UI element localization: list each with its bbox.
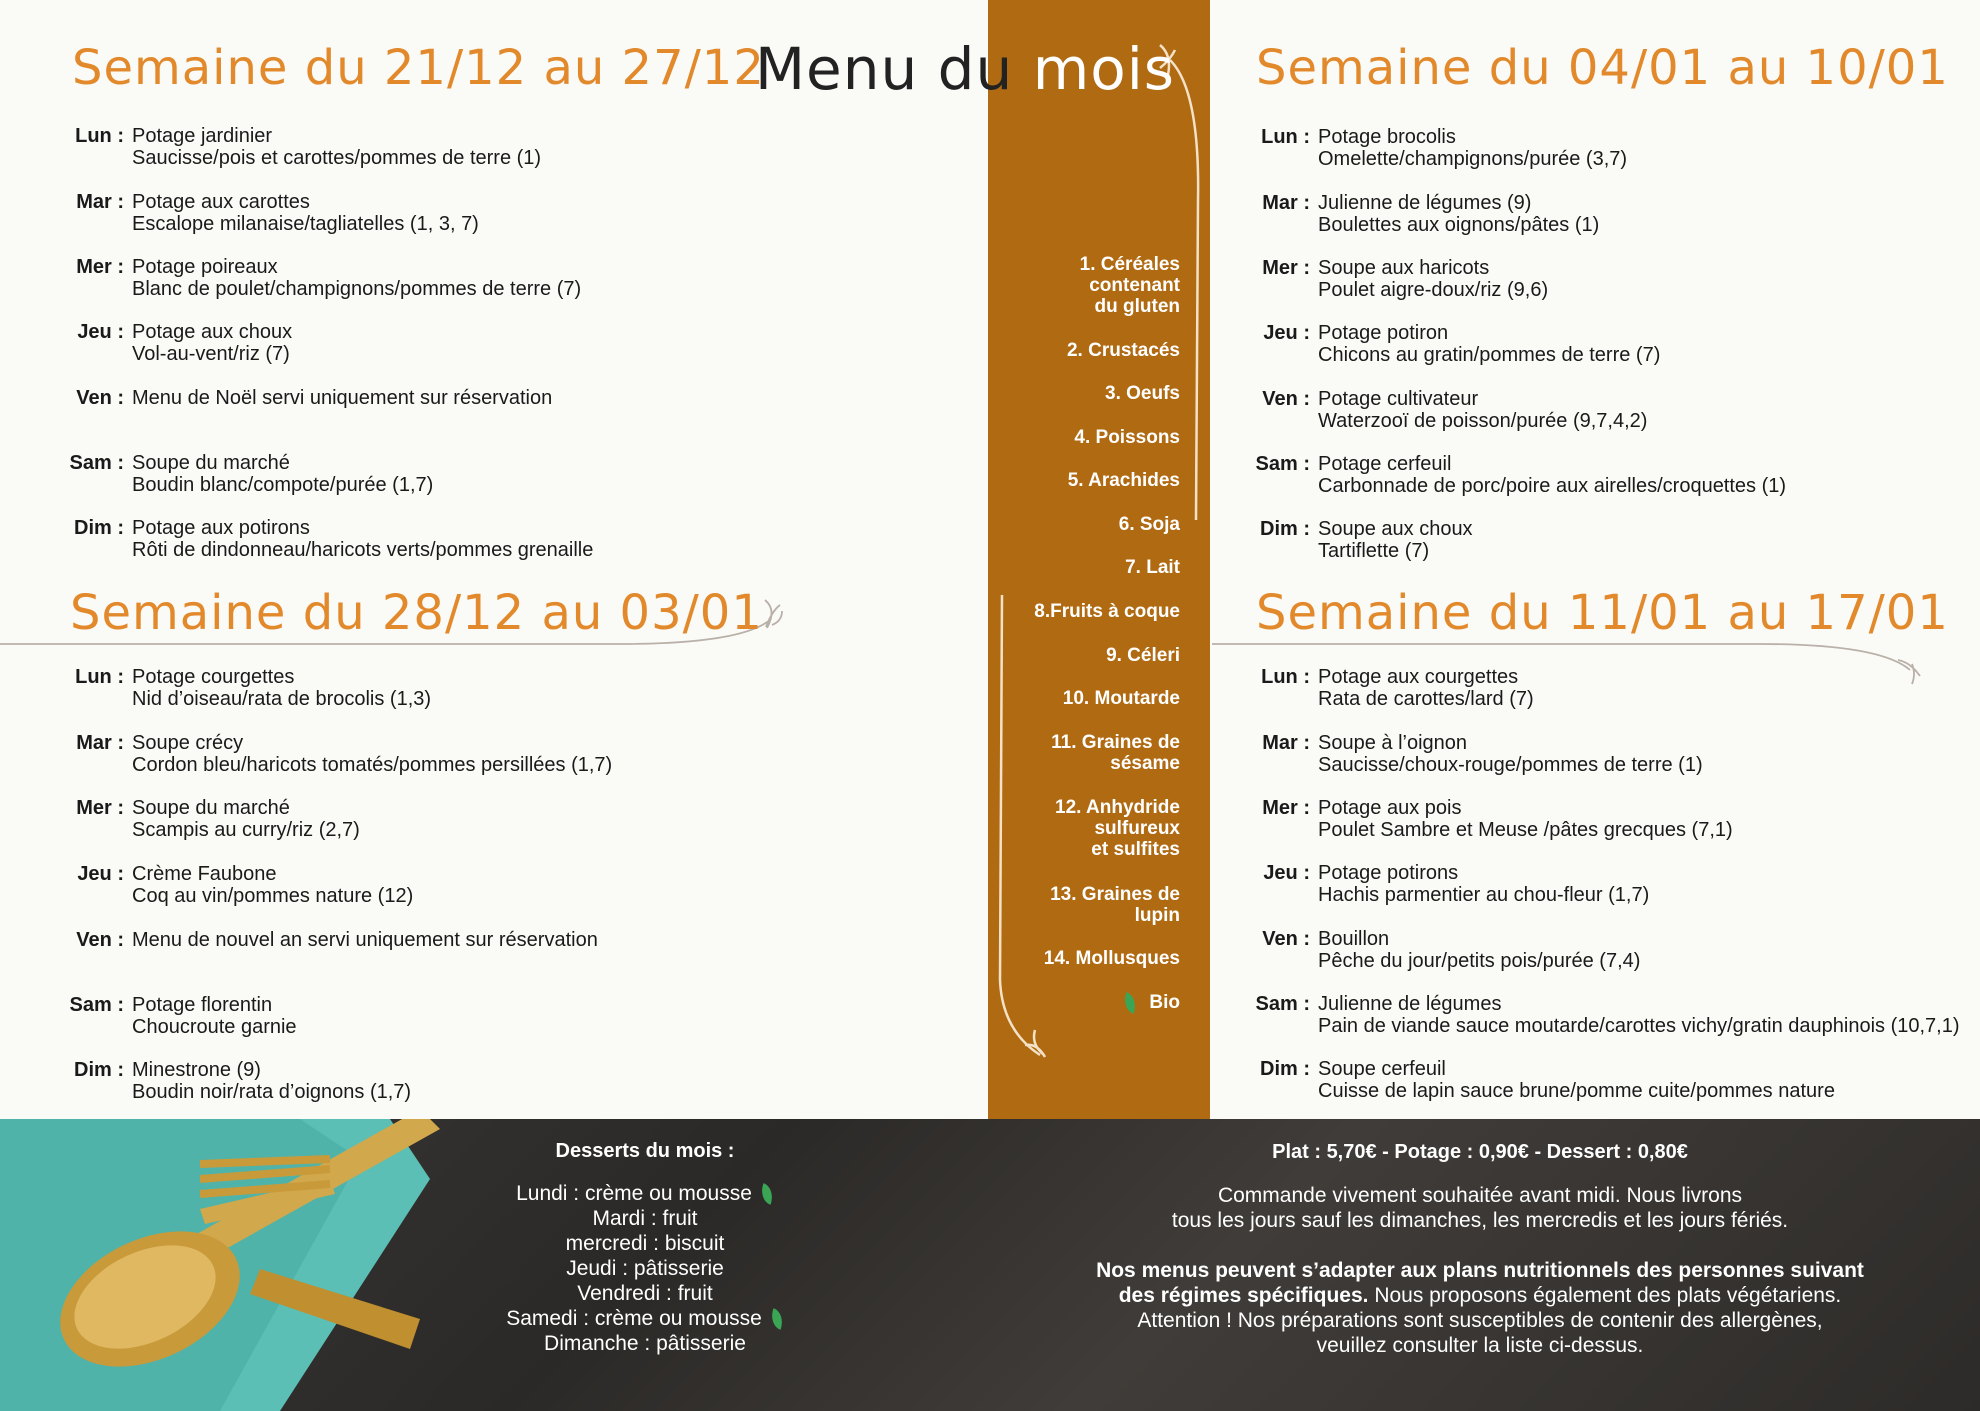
day-main: Boudin blanc/compote/purée (1,7) bbox=[132, 474, 434, 496]
day-soup: Soupe aux choux bbox=[1318, 518, 1473, 540]
day-soup: Soupe du marché bbox=[132, 452, 290, 474]
diet-bold-2: des régimes spécifiques. bbox=[1118, 1284, 1369, 1307]
cutlery-illustration bbox=[0, 1119, 500, 1411]
day-text bbox=[1310, 928, 1640, 972]
diet-line-2 bbox=[1040, 1283, 1920, 1308]
day-soup: Soupe du marché bbox=[132, 797, 290, 819]
desserts-title: Desserts du mois : bbox=[555, 1140, 735, 1162]
week-3-day-sat bbox=[1248, 453, 1786, 497]
day-soup: Soupe cerfeuil bbox=[1318, 1058, 1446, 1080]
day-label: Mer : bbox=[76, 797, 124, 819]
day-text bbox=[124, 452, 433, 496]
day-main: Rôti de dindonneau/haricots verts/pommes grenaille bbox=[132, 539, 594, 561]
page-title-part2: mois bbox=[1032, 35, 1176, 103]
week-2-day-sun bbox=[62, 1059, 411, 1103]
week-1-day-sun bbox=[62, 517, 593, 561]
dessert-item: Vendredi : fruit bbox=[577, 1282, 713, 1305]
bio-label: Bio bbox=[1149, 992, 1180, 1013]
day-text bbox=[124, 387, 552, 409]
week-2-day-fri bbox=[62, 929, 598, 951]
day-soup: Potage aux choux bbox=[132, 321, 293, 343]
week-4-day-wed bbox=[1248, 797, 1733, 841]
day-label: Dim : bbox=[1260, 1058, 1310, 1080]
diet-rest: Nous proposons également des plats végétariens. bbox=[1368, 1284, 1842, 1307]
day-soup: Soupe aux haricots bbox=[1318, 257, 1490, 279]
day-main: Chicons au gratin/pommes de terre (7) bbox=[1318, 344, 1661, 366]
day-text bbox=[1310, 993, 1960, 1037]
day-label: Lun : bbox=[1261, 666, 1310, 688]
week-4-day-sun bbox=[1248, 1058, 1835, 1102]
allergen-item: 3. Oeufs bbox=[1105, 383, 1180, 404]
day-main: Saucisse/pois et carottes/pommes de terre (1) bbox=[132, 147, 542, 169]
day-text bbox=[1310, 797, 1733, 841]
day-soup: Potage courgettes bbox=[132, 666, 295, 688]
day-label: Mer : bbox=[1262, 797, 1310, 819]
desserts-list bbox=[430, 1181, 860, 1356]
dessert-item: mercredi : biscuit bbox=[565, 1232, 725, 1255]
day-label: Sam : bbox=[69, 452, 124, 474]
day-label: Sam : bbox=[69, 994, 124, 1016]
day-soup: Menu de nouvel an servi uniquement sur réservation bbox=[132, 929, 598, 951]
day-text bbox=[124, 321, 292, 365]
allergen-item: 2. Crustacés bbox=[1066, 340, 1180, 361]
diet-bold-1: Nos menus peuvent s’adapter aux plans nutritionnels des personnes suivant bbox=[1096, 1259, 1864, 1282]
day-soup: Potage potirons bbox=[1318, 862, 1459, 884]
day-text bbox=[124, 929, 598, 951]
day-text bbox=[1310, 666, 1534, 710]
day-soup: Potage florentin bbox=[132, 994, 273, 1016]
day-label: Mer : bbox=[76, 256, 124, 278]
day-text bbox=[124, 1059, 411, 1103]
week-2-day-tue bbox=[62, 732, 612, 776]
day-label: Dim : bbox=[74, 1059, 124, 1081]
week-4-day-thu bbox=[1248, 862, 1649, 906]
day-text bbox=[124, 191, 479, 235]
day-text bbox=[124, 666, 431, 710]
week-3-day-sun bbox=[1248, 518, 1473, 562]
day-main: Pain de viande sauce moutarde/carottes vichy/gratin dauphinois (10,7,1) bbox=[1318, 1015, 1960, 1037]
day-soup: Potage aux carottes bbox=[132, 191, 310, 213]
day-text bbox=[1310, 1058, 1835, 1102]
allergen-bio bbox=[1123, 992, 1180, 1013]
allergen-item: 8.Fruits à coque bbox=[1034, 601, 1180, 622]
day-soup: Potage brocolis bbox=[1318, 126, 1456, 148]
allergen-item: 5. Arachides bbox=[1067, 470, 1180, 491]
week-2-title: Semaine du 28/12 au 03/01 bbox=[70, 585, 763, 641]
day-label: Mar : bbox=[76, 191, 124, 213]
day-soup: Minestrone (9) bbox=[132, 1059, 261, 1081]
day-text bbox=[1310, 732, 1703, 776]
day-main: Nid d’oiseau/rata de brocolis (1,3) bbox=[132, 688, 432, 710]
week-4-day-sat bbox=[1248, 993, 1960, 1037]
day-main: Boudin noir/rata d’oignons (1,7) bbox=[132, 1081, 412, 1103]
day-text bbox=[1310, 257, 1548, 301]
day-label: Lun : bbox=[75, 125, 124, 147]
dessert-item bbox=[430, 1306, 860, 1331]
day-label: Lun : bbox=[1261, 126, 1310, 148]
allergen-item: 7. Lait bbox=[1125, 557, 1180, 578]
day-label: Ven : bbox=[1262, 388, 1310, 410]
page-title bbox=[755, 35, 1175, 103]
day-text bbox=[1310, 126, 1627, 170]
day-main: Rata de carottes/lard (7) bbox=[1318, 688, 1534, 710]
week-2-day-wed bbox=[62, 797, 360, 841]
day-soup: Bouillon bbox=[1318, 928, 1390, 950]
day-soup: Potage cultivateur bbox=[1318, 388, 1479, 410]
day-soup: Potage potiron bbox=[1318, 322, 1449, 344]
day-label: Sam : bbox=[1255, 993, 1310, 1015]
info-section bbox=[1040, 1140, 1920, 1358]
week-1-title: Semaine du 21/12 au 27/12 bbox=[72, 40, 765, 96]
dessert-item: Jeudi : pâtisserie bbox=[566, 1257, 724, 1280]
day-text bbox=[124, 797, 360, 841]
dessert-text: Samedi : crème ou mousse bbox=[506, 1307, 762, 1330]
day-text bbox=[124, 863, 413, 907]
day-label: Jeu : bbox=[1263, 322, 1310, 344]
day-main: Poulet aigre-doux/riz (9,6) bbox=[1318, 279, 1549, 301]
day-main: Saucisse/choux-rouge/pommes de terre (1) bbox=[1318, 754, 1703, 776]
day-text bbox=[124, 994, 297, 1038]
day-main: Vol-au-vent/riz (7) bbox=[132, 343, 290, 365]
allergen-item: 13. Graines de lupin bbox=[1050, 884, 1180, 926]
day-label: Dim : bbox=[74, 517, 124, 539]
left-divider-leaf bbox=[765, 600, 782, 628]
day-label: Jeu : bbox=[77, 863, 124, 885]
day-text bbox=[1310, 322, 1660, 366]
day-soup: Potage poireaux bbox=[132, 256, 278, 278]
dessert-item bbox=[430, 1181, 860, 1206]
week-3-day-tue bbox=[1248, 192, 1599, 236]
warning-line-1: Attention ! Nos préparations sont susceptibles de contenir des allergènes, bbox=[1137, 1309, 1823, 1332]
day-soup: Potage aux pois bbox=[1318, 797, 1462, 819]
day-soup: Julienne de légumes (9) bbox=[1318, 192, 1532, 214]
day-main: Waterzooï de poisson/purée (9,7,4,2) bbox=[1318, 410, 1648, 432]
day-text bbox=[1310, 453, 1786, 497]
day-main: Poulet Sambre et Meuse /pâtes grecques (7,1) bbox=[1318, 819, 1733, 841]
day-label: Mar : bbox=[1262, 192, 1310, 214]
day-soup: Potage jardinier bbox=[132, 125, 273, 147]
day-label: Dim : bbox=[1260, 518, 1310, 540]
day-label: Sam : bbox=[1255, 453, 1310, 475]
bio-leaf-icon bbox=[767, 1309, 786, 1331]
week-1-day-mon bbox=[62, 125, 541, 169]
price-line: Plat : 5,70€ - Potage : 0,90€ - Dessert : 0,80€ bbox=[1272, 1141, 1688, 1163]
week-2-day-thu bbox=[62, 863, 413, 907]
day-soup: Potage cerfeuil bbox=[1318, 453, 1452, 475]
desserts-section bbox=[430, 1140, 860, 1356]
day-main: Coq au vin/pommes nature (12) bbox=[132, 885, 414, 907]
day-text bbox=[1310, 388, 1647, 432]
week-4-title: Semaine du 11/01 au 17/01 bbox=[1256, 585, 1949, 641]
day-main: Boulettes aux oignons/pâtes (1) bbox=[1318, 214, 1600, 236]
day-label: Jeu : bbox=[77, 321, 124, 343]
day-text bbox=[1310, 192, 1599, 236]
day-soup: Menu de Noël servi uniquement sur réservation bbox=[132, 387, 553, 409]
week-4-day-tue bbox=[1248, 732, 1703, 776]
day-main: Carbonnade de porc/poire aux airelles/croquettes (1) bbox=[1318, 475, 1787, 497]
day-label: Ven : bbox=[76, 387, 124, 409]
day-main: Blanc de poulet/champignons/pommes de terre (7) bbox=[132, 278, 582, 300]
allergen-item: 10. Moutarde bbox=[1062, 688, 1180, 709]
day-text bbox=[1310, 862, 1649, 906]
week-3-day-fri bbox=[1248, 388, 1647, 432]
dessert-text: Lundi : crème ou mousse bbox=[516, 1182, 752, 1205]
allergen-item: 11. Graines de sésame bbox=[1051, 732, 1180, 774]
order-line-1: Commande vivement souhaitée avant midi. Nous livrons bbox=[1217, 1184, 1743, 1207]
day-soup: Crème Faubone bbox=[132, 863, 277, 885]
day-main: Choucroute garnie bbox=[132, 1016, 297, 1038]
day-text bbox=[124, 732, 612, 776]
day-text bbox=[124, 517, 593, 561]
week-2-day-sat bbox=[62, 994, 297, 1038]
day-main: Pêche du jour/petits pois/purée (7,4) bbox=[1318, 950, 1641, 972]
day-main: Cuisse de lapin sauce brune/pomme cuite/pommes nature bbox=[1318, 1080, 1835, 1102]
day-label: Lun : bbox=[75, 666, 124, 688]
day-soup: Potage aux potirons bbox=[132, 517, 310, 539]
week-3-day-mon bbox=[1248, 126, 1627, 170]
right-divider-leaf bbox=[1898, 660, 1920, 684]
order-line-2: tous les jours sauf les dimanches, les mercredis et les jours fériés. bbox=[1171, 1209, 1789, 1232]
day-label: Ven : bbox=[76, 929, 124, 951]
week-1-day-tue bbox=[62, 191, 479, 235]
day-soup: Soupe à l’oignon bbox=[1318, 732, 1468, 754]
day-soup: Julienne de légumes bbox=[1318, 993, 1502, 1015]
allergen-item: 4. Poissons bbox=[1074, 427, 1180, 448]
day-main: Scampis au curry/riz (2,7) bbox=[132, 819, 360, 841]
day-label: Mer : bbox=[1262, 257, 1310, 279]
allergen-item: 12. Anhydride sulfureux et sulfites bbox=[1055, 797, 1180, 860]
diet-line-1 bbox=[1040, 1258, 1920, 1283]
day-main: Hachis parmentier au chou-fleur (1,7) bbox=[1318, 884, 1650, 906]
week-3-title: Semaine du 04/01 au 10/01 bbox=[1256, 40, 1949, 96]
week-3-day-wed bbox=[1248, 257, 1548, 301]
week-1-day-fri bbox=[62, 387, 552, 409]
day-main: Escalope milanaise/tagliatelles (1, 3, 7) bbox=[132, 213, 479, 235]
bio-leaf-icon bbox=[757, 1184, 776, 1206]
allergen-item: 9. Céleri bbox=[1106, 645, 1180, 666]
allergen-item: 6. Soja bbox=[1118, 514, 1180, 535]
week-3-day-thu bbox=[1248, 322, 1660, 366]
week-1-day-thu bbox=[62, 321, 292, 365]
day-text bbox=[124, 125, 541, 169]
day-soup: Soupe crécy bbox=[132, 732, 244, 754]
day-main: Omelette/champignons/purée (3,7) bbox=[1318, 148, 1628, 170]
day-label: Jeu : bbox=[1263, 862, 1310, 884]
allergen-item: 1. Céréales contenant du gluten bbox=[1079, 254, 1180, 317]
day-label: Ven : bbox=[1262, 928, 1310, 950]
week-4-day-mon bbox=[1248, 666, 1534, 710]
cutlery-icon bbox=[0, 1119, 500, 1411]
day-main: Tartiflette (7) bbox=[1318, 540, 1430, 562]
week-2-day-mon bbox=[62, 666, 431, 710]
week-4-day-fri bbox=[1248, 928, 1640, 972]
week-1-day-sat bbox=[62, 452, 433, 496]
day-label: Mar : bbox=[76, 732, 124, 754]
dessert-item: Dimanche : pâtisserie bbox=[544, 1332, 746, 1355]
dessert-item: Mardi : fruit bbox=[592, 1207, 698, 1230]
day-text bbox=[124, 256, 581, 300]
day-main: Cordon bleu/haricots tomatés/pommes persillées (1,7) bbox=[132, 754, 613, 776]
allergen-item: 14. Mollusques bbox=[1043, 948, 1180, 969]
page-title-part1: Menu du bbox=[755, 35, 1014, 103]
day-text bbox=[1310, 518, 1473, 562]
day-soup: Potage aux courgettes bbox=[1318, 666, 1519, 688]
warning-line-2: veuillez consulter la liste ci-dessus. bbox=[1316, 1334, 1644, 1357]
week-1-day-wed bbox=[62, 256, 581, 300]
bio-leaf-icon bbox=[1121, 992, 1140, 1014]
day-label: Mar : bbox=[1262, 732, 1310, 754]
